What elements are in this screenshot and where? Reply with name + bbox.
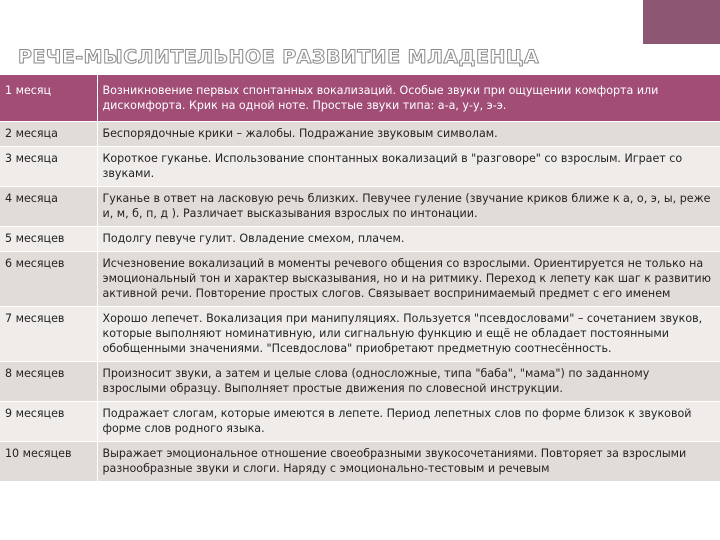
table-row <box>0 362 720 402</box>
table-row <box>0 307 720 362</box>
table-row <box>0 442 720 482</box>
month-cell: 10 месяцев <box>0 442 97 482</box>
month-cell: 4 месяца <box>0 187 97 227</box>
page-title: РЕЧЕ-МЫСЛИТЕЛЬНОЕ РАЗВИТИЕ МЛАДЕНЦА <box>18 46 540 68</box>
development-table-container <box>0 75 720 482</box>
description-cell: Подолгу певуче гулит. Овладение смехом, плачем. <box>97 227 720 252</box>
description-cell: Выражает эмоциональное отношение своеобразными звукосочетаниями. Повторяет за взрослыми разнообразные звуки и слоги. Наряду с эмоционально-тестовым и речевым <box>97 442 720 482</box>
month-cell: 7 месяцев <box>0 307 97 362</box>
description-cell: Исчезновение вокализаций в моменты речевого общения со взрослыми. Ориентируется не только на эмоциональный тон и характер высказывания, но и на ритмику. Переход к лепету как шаг к развитию активной речи. Повторение простых слогов. Связывает воспринимаемый предмет с его именем <box>97 252 720 307</box>
month-cell: 2 месяца <box>0 122 97 147</box>
month-cell: 6 месяцев <box>0 252 97 307</box>
month-cell: 1 месяц <box>0 75 97 122</box>
corner-accent <box>643 0 720 44</box>
description-cell: Возникновение первых спонтанных вокализаций. Особые звуки при ощущении комфорта или дискомфорта. Крик на одной ноте. Простые звуки типа: а-а, у-у, э-э. <box>97 75 720 122</box>
description-cell: Гуканье в ответ на ласковую речь близких. Певучее гуление (звучание криков ближе к а, о, э, ы, реже и, м, б, п, д ). Различает высказывания взрослых по интонации. <box>97 187 720 227</box>
description-cell: Хорошо лепечет. Вокализация при манипуляциях. Пользуется "псевдословами" – сочетанием звуков, которые выполняют номинативную, или сигнальную функцию и ещё не обладает постоянными обобщенными значениями. "Псевдослова" приобретают предметную соотнесённость. <box>97 307 720 362</box>
month-cell: 5 месяцев <box>0 227 97 252</box>
table-row <box>0 187 720 227</box>
month-cell: 3 месяца <box>0 147 97 187</box>
description-cell: Беспорядочные крики – жалобы. Подражание звуковым символам. <box>97 122 720 147</box>
table-row <box>0 227 720 252</box>
table-row <box>0 122 720 147</box>
table-row <box>0 402 720 442</box>
description-cell: Подражает слогам, которые имеются в лепете. Период лепетных слов по форме близок к звуковой форме слов родного языка. <box>97 402 720 442</box>
table-row <box>0 75 720 122</box>
table-row <box>0 147 720 187</box>
month-cell: 9 месяцев <box>0 402 97 442</box>
description-cell: Произносит звуки, а затем и целые слова (односложные, типа "баба", "мама") по заданному взрослыми образцу. Выполняет простые движения по словесной инструкции. <box>97 362 720 402</box>
table-row <box>0 252 720 307</box>
month-cell: 8 месяцев <box>0 362 97 402</box>
description-cell: Короткое гуканье. Использование спонтанных вокализаций в "разговоре" со взрослым. Играет со звуками. <box>97 147 720 187</box>
development-table <box>0 75 720 482</box>
